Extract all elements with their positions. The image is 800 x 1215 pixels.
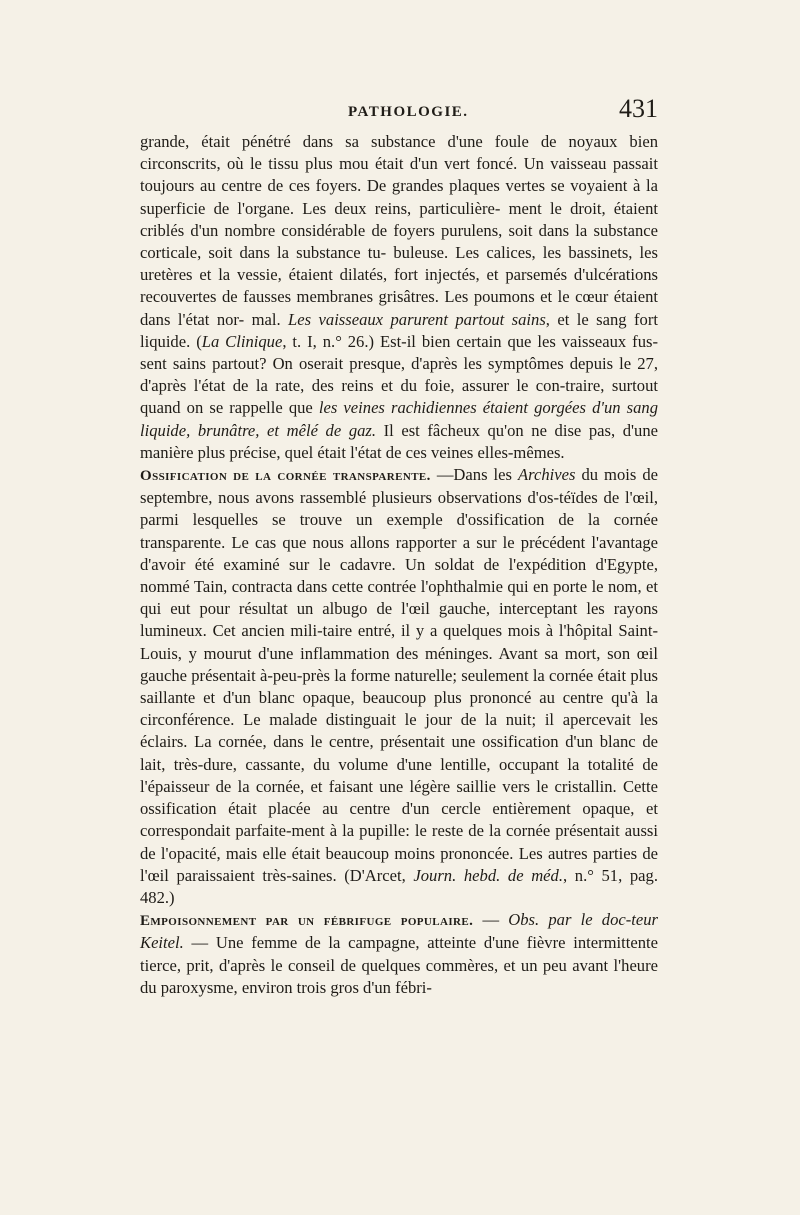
paragraph-2-segment-4: Journ. hebd. de méd. — [413, 865, 563, 885]
paragraph-1-segment-8: Il est fâcheux qu'on ne dise pas, d'une manière plus précise, quel était l'état de ces veines elles-mêmes. — [140, 420, 658, 462]
section-heading-empoisonnement: Empoisonnement par un fébrifuge populaire. — [140, 913, 474, 930]
paragraph-3 — [140, 909, 658, 999]
paragraph-1-segment-1: mal. — [251, 309, 289, 329]
paragraph-3-segment-2: Obs. par le doc-teur Keitel. — [140, 910, 659, 953]
paragraph-1-segment-4: ( — [190, 331, 202, 351]
paragraph-1-line-2: circonscrits, où le tissu plus mou était d'un vert foncé. Un vaisseau — [140, 154, 613, 174]
paragraph-1-segment-6: , t. I, n.° 26.) Est-il bien certain que les vaisseaux fus-sent sains partout? On oserait presque, d'après les symptômes depuis le 27, d'après l'état de la rate, des reins et du foie, assurer le con-traire, surtout quand on se rappelle que — [140, 331, 658, 418]
paragraph-1-line-9: membranes grisâtres. Les poumons et le cœur étaient dans l'état nor- — [140, 287, 658, 329]
paragraph-2-segment-1: —Dans les — [430, 465, 518, 485]
paragraph-1-line-6: purulens, soit dans la substance corticale, soit dans la substance tu- — [140, 220, 658, 263]
paragraph-1-line-4: se voyaient à la superficie de l'organe. Les deux reins, particulière- — [140, 176, 659, 218]
paragraph-1-segment-7: les veines rachidiennes étaient gorgées d'un sang liquide, brunâtre, et mêlé de gaz. — [140, 398, 658, 440]
paragraph-2-segment-5: , n.° 51, pag. 482.) — [140, 865, 658, 907]
section-heading-ossification: Ossification de la cornée transparente. — [140, 468, 431, 485]
page-header — [140, 96, 658, 130]
paragraph-1-line-3: passait toujours au centre de ces foyers. De grandes plaques vertes — [140, 154, 658, 196]
page-number: 431 — [619, 94, 658, 123]
body-text — [140, 131, 658, 999]
paragraph-1-segment-5: La Clinique — [201, 331, 283, 351]
paragraph-2-segment-2: Archives — [517, 465, 576, 485]
paragraph-1-line-7: buleuse. Les calices, les bassinets, les uretères et la vessie, étaient — [140, 243, 658, 285]
paragraph-3-segment-3: — Une femme de la campagne, atteinte d'une fièvre intermittente tierce, prit, d'après le conseil de quelques commères, et un peu avant l'heure du paroxysme, environ trois gros d'un fébri- — [140, 933, 658, 997]
paragraph-1 — [140, 131, 658, 464]
paragraph-2-segment-3: du mois de septembre, nous avons rassemblé plusieurs observations d'os-téïdes de l'œil, parmi lesquelles se trouve un exemple d'ossification de la cornée transparente. Le cas que nous allons rapporter a sur le précédent l'avantage d'avoir été examiné sur le cadavre. Un soldat de l'expédition d'Egypte, nommé Tain, contracta dans cette contrée l'ophthalmie qui en porte le nom, et qui eut pour résultat un albugo de l'œil gauche, interceptant les rayons lumineux. Cet ancien mili-taire entré, il y a quelques mois à l'hôpital Saint-Louis, y mourut d'une inflammation des méninges. Avant sa mort, son œil gauche présentait à-peu-près la forme naturelle; seulement la cornée était plus saillante et d'un blanc opaque, beaucoup plus prononcé au centre qu'à la circonférence. Le malade distinguait le jour de la nuit; il apercevait les éclairs. La cornée, dans le centre, présentait une ossification d'un blanc de lait, très-dure, cassante, du volume d'une lentille, occupant la totalité de l'épaisseur de la cornée, et faisant une légère saillie vers le cristallin. Cette ossification était placée au centre d'un cercle entièrement opaque, et correspondait parfaite-ment à la pupille: le reste de la cornée présentait aussi de l'opacité, mais elle était beaucoup moins prononcée. Les autres parties de l'œil paraissaient très-saines. (D'Arcet, — [140, 465, 658, 885]
paragraph-1-line-1: grande, était pénétré dans sa substance d'une foule de noyaux bien — [140, 132, 658, 151]
paragraph-1-line-8: dilatés, fort injectés, et parsemés d'ulcérations recouvertes de fausses — [140, 265, 658, 307]
paragraph-3-segment-1: — — [473, 910, 509, 930]
paragraph-1-segment-2: Les vaisseaux parurent partout sains — [288, 309, 546, 329]
paragraph-1-segment-3: , et le sang fort liquide. — [140, 309, 658, 351]
running-head: PATHOLOGIE. — [348, 104, 469, 120]
paragraph-1-line-5: ment le droit, étaient criblés d'un nombre considérable de foyers — [140, 198, 658, 240]
paragraph-2 — [140, 464, 658, 909]
